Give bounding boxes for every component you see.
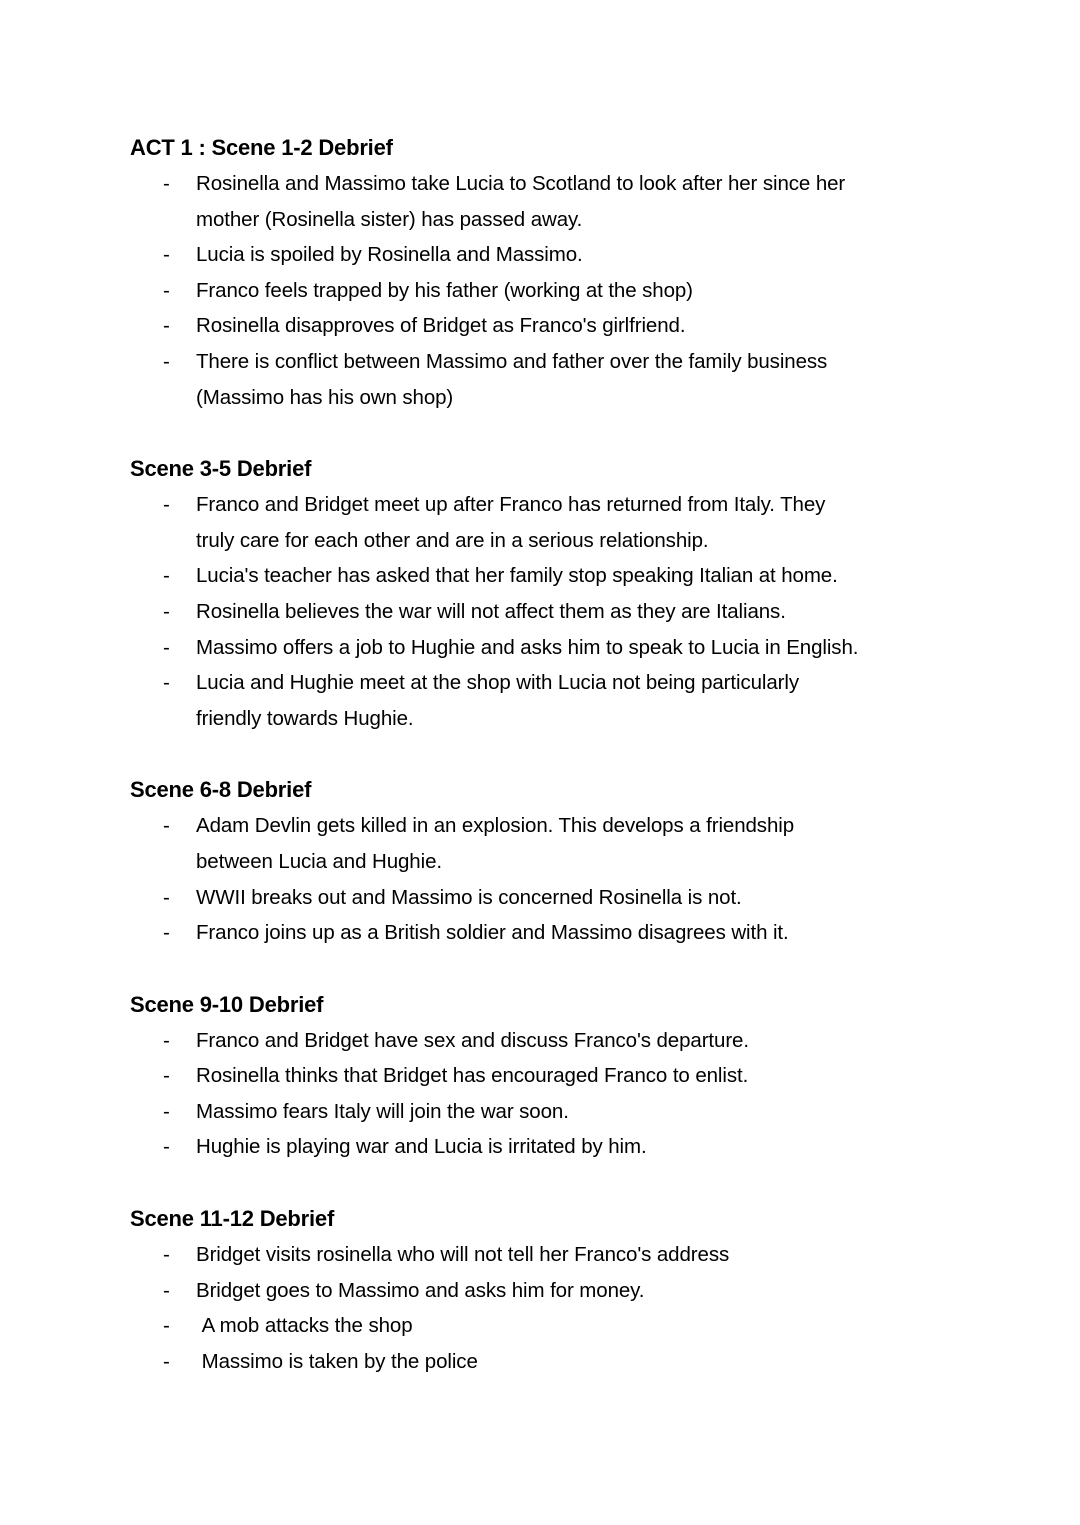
section-heading: Scene 11-12 Debrief <box>130 1206 335 1232</box>
dash-bullet-icon: - <box>163 1099 170 1123</box>
dash-bullet-icon: - <box>163 172 170 195</box>
list-item-text: Rosinella believes the war will not affect them as they are Italians. <box>196 599 786 623</box>
dash-bullet-icon: - <box>163 1349 170 1373</box>
list-item-text: Massimo fears Italy will join the war soon. <box>196 1099 569 1123</box>
section-heading: Scene 6-8 Debrief <box>130 777 312 803</box>
list-item-text: Adam Devlin gets killed in an explosion. This develops a friendship between Lucia and Hughie. <box>196 814 795 873</box>
list-item-text: Lucia's teacher has asked that her family stop speaking Italian at home. <box>196 564 838 588</box>
dash-bullet-icon: - <box>163 885 170 909</box>
dash-bullet-icon: - <box>163 635 170 659</box>
dash-bullet-icon: - <box>163 1135 170 1159</box>
dash-bullet-icon: - <box>163 599 170 623</box>
list-item-text: Franco and Bridget meet up after Franco has returned from Italy. They truly care for each other and are in a serious relationship. <box>196 493 826 552</box>
dash-bullet-icon: - <box>163 243 170 267</box>
dash-bullet-icon: - <box>163 814 170 838</box>
dash-bullet-icon: - <box>163 1278 170 1302</box>
list-item-text: A mob attacks the shop <box>196 1314 413 1338</box>
list-item <box>130 630 990 666</box>
list-item-text: Franco feels trapped by his father (working at the shop) <box>196 278 693 302</box>
section-heading: Scene 9-10 Debrief <box>130 991 324 1017</box>
list-item <box>130 880 990 916</box>
bullet-list <box>130 1237 990 1379</box>
list-item <box>130 1237 990 1273</box>
document-body <box>130 130 990 1379</box>
list-item-text: Bridget goes to Massimo and asks him for money. <box>196 1278 645 1302</box>
list-item-text: Rosinella disapproves of Bridget as Franco's girlfriend. <box>196 314 686 338</box>
list-item <box>130 808 990 879</box>
debrief-section <box>130 1201 990 1379</box>
dash-bullet-icon: - <box>163 349 170 373</box>
list-item <box>130 237 990 273</box>
dash-bullet-icon: - <box>163 314 170 338</box>
list-item-text: Lucia is spoiled by Rosinella and Massimo. <box>196 243 583 267</box>
bullet-list <box>130 166 990 415</box>
list-item <box>130 665 990 736</box>
list-item-text: There is conflict between Massimo and father over the family business (Massimo has his own shop) <box>196 349 828 409</box>
list-item <box>130 1273 990 1309</box>
list-item-text: Franco joins up as a British soldier and Massimo disagrees with it. <box>196 921 789 945</box>
dash-bullet-icon: - <box>163 1028 170 1052</box>
list-item-text: WWII breaks out and Massimo is concerned Rosinella is not. <box>196 885 742 909</box>
section-heading: Scene 3-5 Debrief <box>130 456 312 482</box>
list-item <box>130 487 990 558</box>
list-item <box>130 1308 990 1344</box>
debrief-section <box>130 987 990 1165</box>
dash-bullet-icon: - <box>163 564 170 588</box>
list-item-text: Massimo is taken by the police <box>196 1349 478 1373</box>
list-item <box>130 1023 990 1059</box>
debrief-section <box>130 451 990 736</box>
dash-bullet-icon: - <box>163 493 170 517</box>
list-item <box>130 915 990 951</box>
list-item-text: Massimo offers a job to Hughie and asks him to speak to Lucia in English. <box>196 635 859 659</box>
bullet-list <box>130 487 990 736</box>
list-item <box>130 344 990 415</box>
list-item <box>130 558 990 594</box>
list-item <box>130 594 990 630</box>
list-item <box>130 166 990 237</box>
bullet-list <box>130 808 990 950</box>
list-item <box>130 1344 990 1380</box>
dash-bullet-icon: - <box>163 278 170 302</box>
list-item-text: Bridget visits rosinella who will not tell her Franco's address <box>196 1243 730 1267</box>
list-item <box>130 1058 990 1094</box>
dash-bullet-icon: - <box>163 921 170 945</box>
list-item <box>130 273 990 309</box>
dash-bullet-icon: - <box>163 1314 170 1338</box>
section-heading: ACT 1 : Scene 1-2 Debrief <box>130 135 393 160</box>
dash-bullet-icon: - <box>163 1243 170 1267</box>
list-item-text: Rosinella and Massimo take Lucia to Scotland to look after her since her mother (Rosinella sister) has passed away. <box>196 172 846 231</box>
list-item-text: Rosinella thinks that Bridget has encouraged Franco to enlist. <box>196 1064 749 1088</box>
debrief-section <box>130 772 990 950</box>
list-item-text: Hughie is playing war and Lucia is irritated by him. <box>196 1135 647 1159</box>
list-item-text: Franco and Bridget have sex and discuss Franco's departure. <box>196 1028 749 1052</box>
list-item <box>130 1094 990 1130</box>
debrief-section <box>130 130 990 415</box>
list-item <box>130 1129 990 1165</box>
bullet-list <box>130 1023 990 1165</box>
list-item <box>130 308 990 344</box>
dash-bullet-icon: - <box>163 671 170 695</box>
dash-bullet-icon: - <box>163 1064 170 1088</box>
list-item-text: Lucia and Hughie meet at the shop with Lucia not being particularly friendly towards Hughie. <box>196 671 799 730</box>
